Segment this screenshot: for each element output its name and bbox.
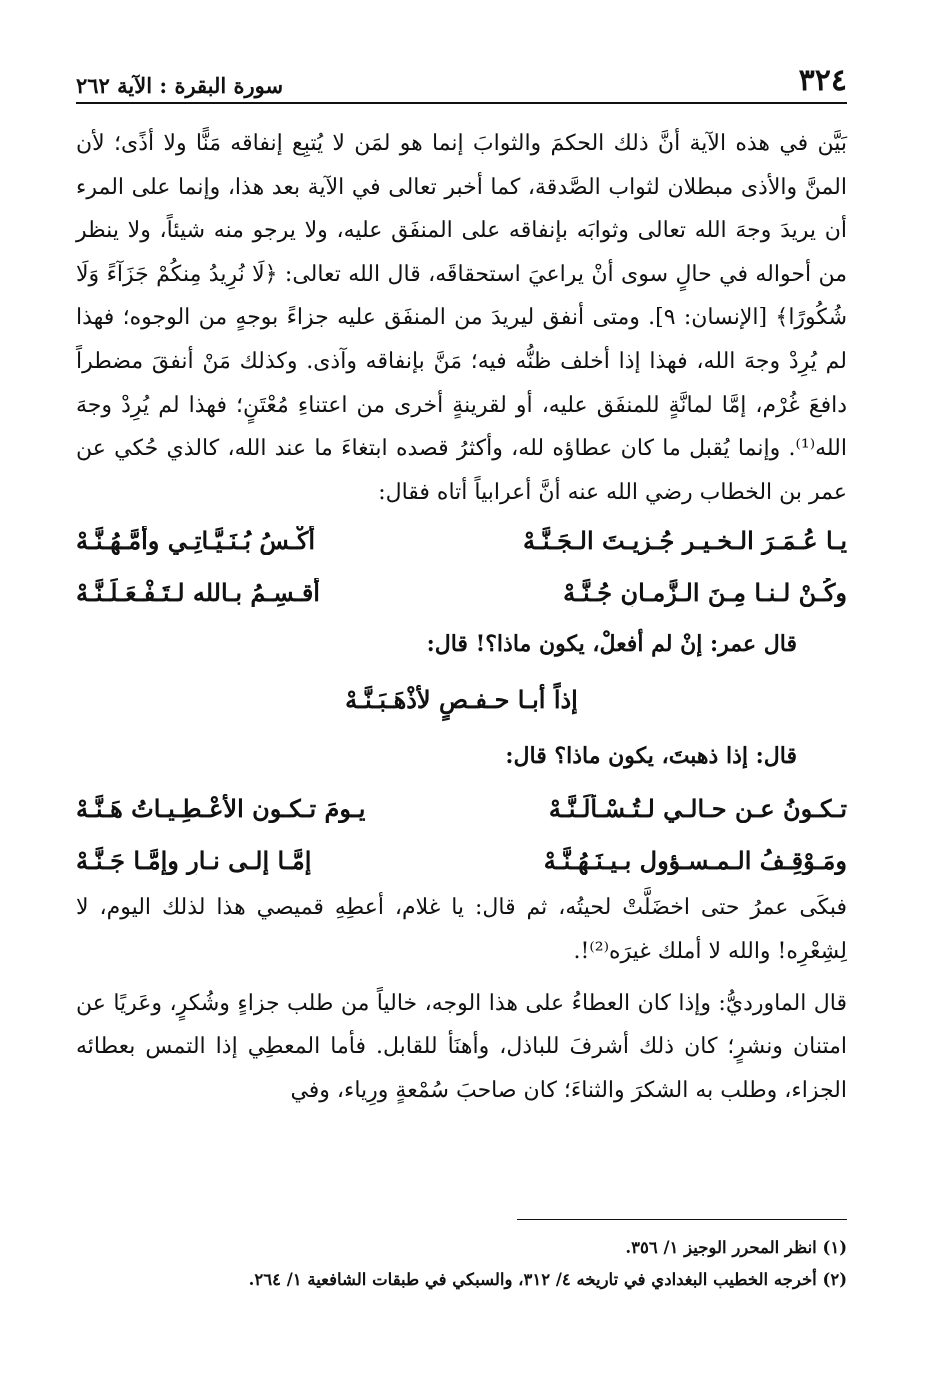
footnote: (١) انظر المحرر الوجيز ١/ ٣٥٦. [625, 1238, 847, 1257]
verse-first-hemistich: وكُـنْ لـنـا مِـنَ الـزَّمـانِ جُـنَّـهْ [563, 577, 847, 607]
body-paragraph: قال الماورديُّ: وإذا كان العطاءُ على هذا الوجه، خالياً من طلب جزاءٍ وشُكرٍ، وعَريًا عن امتنان ونشرٍ؛ كان ذلك أشرفَ للباذل، وأهنَأ للقابل. فأما المعطِي إذا التمس بعطائه الجزاء، وطلب به الشكرَ والثناءَ؛ كان صاحبَ سُمْعةٍ ورِياء، وفي [76, 990, 847, 1103]
verse-line [76, 782, 847, 834]
verse-second-hemistich: إمَّـا إلـى نـارٍ وإمَّـا جَـنَّـهْ [76, 845, 312, 875]
verse-line [76, 834, 847, 886]
footnote-separator [517, 1219, 847, 1220]
running-title: سورة البقرة : الآية ٢٦٢ [76, 73, 284, 98]
body-paragraph: فبكَى عمرُ حتى اخضَلَّتْ لحيتُه، ثم قال: يا غلام، أعطِهِ قميصي هذا لذلك اليوم، لا لِشِعْرِه! والله لا أملك غيرَه⁽²⁾!. [76, 895, 847, 964]
verse-first-hemistich: تـكـونُ عـن حـالـي لـتُـسْـأَلَـنَّـهْ [548, 793, 847, 823]
footnotes [76, 1232, 847, 1296]
verse-line [76, 514, 847, 566]
verse-first-hemistich: يـا عُـمَـرَ الـخـيـرِ جُـزيـتَ الـجَـنَّـهْ [522, 525, 847, 555]
body-paragraph: بَيَّن في هذه الآية أنَّ ذلك الحكمَ والثوابَ إنما هو لمَن لا يُتبِع إنفاقه مَنًّا ولا أذًى؛ لأن المنَّ والأذى مبطلان لثواب الصَّدقة، كما أخبر تعالى في الآية بعد هذا، وإنما على المرء أن يريدَ وجهَ الله تعالى وثوابَه بإنفاقه على المنفَق عليه، ولا يرجو منه شيئاً، ولا ينظر من أحواله في حالٍ سوى أنْ يراعيَ استحقاقَه، قال الله تعالى: ﴿لَا نُرِيدُ مِنكُمْ جَزَآءً وَلَا شُكُورًا﴾ [الإنسان: ٩]. ومتى أنفق ليريدَ من المنفَق عليه جزاءً بوجهٍ من الوجوه؛ فهذا لم يُرِدْ وجهَ الله، فهذا إذا أخلف ظنُّه فيه؛ مَنَّ بإنفاقه وآذى. وكذلك مَنْ أنفقَ مضطراً دافعَ غُرْم، إمَّا لمانَّةٍ للمنفَق عليه، أو لقرينةٍ أخرى من اعتناءِ مُعْتَنٍ؛ فهذا لم يُرِدْ وجهَ الله⁽¹⁾. وإنما يُقبل ما كان عطاؤه لله، وأكثرُ قصده ابتغاءَ ما عند الله، كالذي حُكي عن عمر بن الخطاب رضي الله عنه أنَّ أعرابياً أتاه فقال: [76, 131, 847, 505]
verse-first-hemistich: ومَـوْقِـفُ الـمـسـؤول بـيـنَـهُـنَّـهْ [543, 845, 847, 875]
page-body [76, 122, 847, 1112]
single-verse: إذاً أبـا حـفـصٍ لأذْهَـبَـنَّـهْ [345, 685, 578, 715]
footnote: (٢) أخرجه الخطيب البغدادي في تاريخه ٤/ ٣١٢، والسبكي في طبقات الشافعية ١/ ٢٦٤. [248, 1270, 847, 1289]
poem-stanza [76, 782, 847, 886]
verse-second-hemistich: أُكْـسُ بُـنَـيَّـاتِـي وأُمَّـهُـنَّـهْ [76, 525, 316, 555]
verse-second-hemistich: أُقـسِـمُ بـالله لـتَـفْـعَـلَـنَّـهْ [76, 577, 320, 607]
dialogue-line: قال: إذا ذهبتَ، يكون ماذا؟ قال: [505, 743, 797, 770]
dialogue-line: قال عمر: إنْ لم أفعلْ، يكون ماذا؟! قال: [426, 631, 797, 658]
page-header [76, 60, 847, 104]
poem-stanza [76, 514, 847, 618]
verse-line [76, 566, 847, 618]
verse-second-hemistich: يـومَ تـكـون الأُعْـطِـيـاتُ هَـنَّـهْ [76, 793, 366, 823]
page-number: ٣٢٤ [798, 63, 847, 98]
